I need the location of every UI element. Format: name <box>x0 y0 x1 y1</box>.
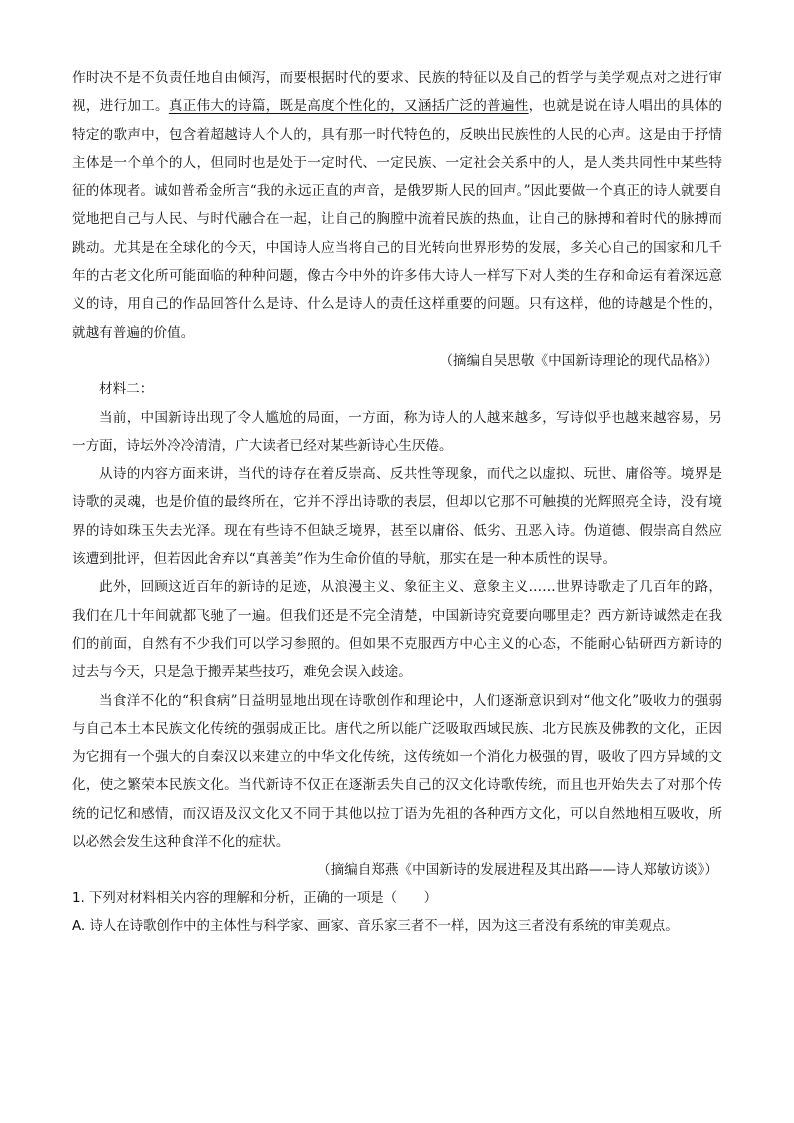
material2-paragraph-2: 从诗的内容方面来讲，当代的诗存在着反崇高、反共性等现象，而代之以虚拟、玩世、庸俗等。境界是诗歌的灵魂，也是价值的最终所在，它并不浮出诗歌的表层，但却以它那不可触摸的光辉照亮全诗，没有境界的诗如珠玉失去光泽。现在有些诗不但缺乏境界，甚至以庸俗、低劣、丑恶入诗。伪道德、假崇高自然应该遭到批评，但若因此舍弃以“真善美”作为生命价值的导航，那实在是一种本质性的误导。 <box>72 466 722 568</box>
material2-paragraph-3: 此外，回顾这近百年的新诗的足迹，从浪漫主义、象征主义、意象主义……世界诗歌走了几百年的路，我们在几十年间就都飞驰了一遍。但我们还是不完全清楚，中国新诗究竟要向哪里走？西方新诗诚然走在我们的前面，自然有不少我们可以学习参照的。但如果不克服西方中心主义的心态，不能耐心钻研西方新诗的过去与今天，只是急于搬弄某些技巧，难免会误入歧途。 <box>72 579 722 681</box>
material2-paragraph-4: 当食洋不化的“积食病”日益明显地出现在诗歌创作和理论中，人们逐渐意识到对“他文化”吸收力的强弱与自己本土本民族文化传统的强弱成正比。唐代之所以能广泛吸取西域民族、北方民族及佛教的文化，正因为它拥有一个强大的自秦汉以来建立的中华文化传统，这传统如一个消化力极强的胃，吸收了四方异域的文化，使之繁荣本民族文化。当代新诗不仅正在逐渐丢失自己的汉文化诗歌传统，而且也开始失去了对那个传统的记忆和感情，而汉语及汉文化又不同于其他以拉丁语为先祖的各种西方文化，可以自然地相互吸收，所以必然会发生这种食洋不化的症状。 <box>72 692 722 851</box>
material1-source: （摘编自吴思敬《中国新诗理论的现代品格》） <box>439 352 718 369</box>
question-stem: 1. 下列对材料相关内容的理解和分析，正确的一项是（ ） <box>72 890 438 906</box>
material1-underlined-text: 真正伟大的诗篇，既是高度个性化的，又涵括广泛的普遍性 <box>168 98 529 115</box>
material2-source: （摘编自郑燕《中国新诗的发展进程及其出路——诗人郑敏访谈》） <box>316 862 718 879</box>
material1-text-after: ，也就是说在诗人唱出的具体的特定的歌声中，包含着超越诗人个人的，具有那一时代特色的，反映出民族性的人民的心声。这是由于抒情主体是一个单个的人，但同时也是处于一定时代、一定民族、一定社会关系中的人，是人类共同性中某些特征的体现者。诚如普希金所言“我的永远正直的声音，是俄罗斯人民的回声。”因此要做一个真正的诗人就要自觉地把自己与人民、与时代融合在一起，让自己的胸膛中流着民族的热血，让自己的脉搏和着时代的脉搏而跳动。尤其是在全球化的今天，中国诗人应当将自己的目光转向世界形势的发展，多关心自己的国家和几千年的古老文化所可能面临的种种问题，像古今中外的许多伟大诗人一样写下对人类的生存和命运有着深远意义的诗，用自己的作品回答什么是诗、什么是诗人的责任这样重要的问题。只有这样，他的诗越是个性的，就越有普遍的价值。 <box>72 98 723 341</box>
document-page <box>72 64 722 941</box>
question-option-a: A. 诗人在诗歌创作中的主体性与科学家、画家、音乐家三者不一样，因为这三者没有系统的审美观点。 <box>72 918 679 934</box>
material2-paragraph-1: 当前，中国新诗出现了令人尴尬的局面，一方面，称为诗人的人越来越多，写诗似乎也越来越容易，另一方面，诗坛外冷冷清清，广大读者已经对某些新诗心生厌倦。 <box>72 409 722 454</box>
material1-text-before: 作时决不是不负责任地自由倾泻，而要根据时代的要求、民族的特征以及自己的哲学与美学观点对之进行审视，进行加工。 <box>72 70 722 115</box>
material2-label: 材料二： <box>99 381 154 398</box>
material1-paragraph <box>72 64 722 347</box>
